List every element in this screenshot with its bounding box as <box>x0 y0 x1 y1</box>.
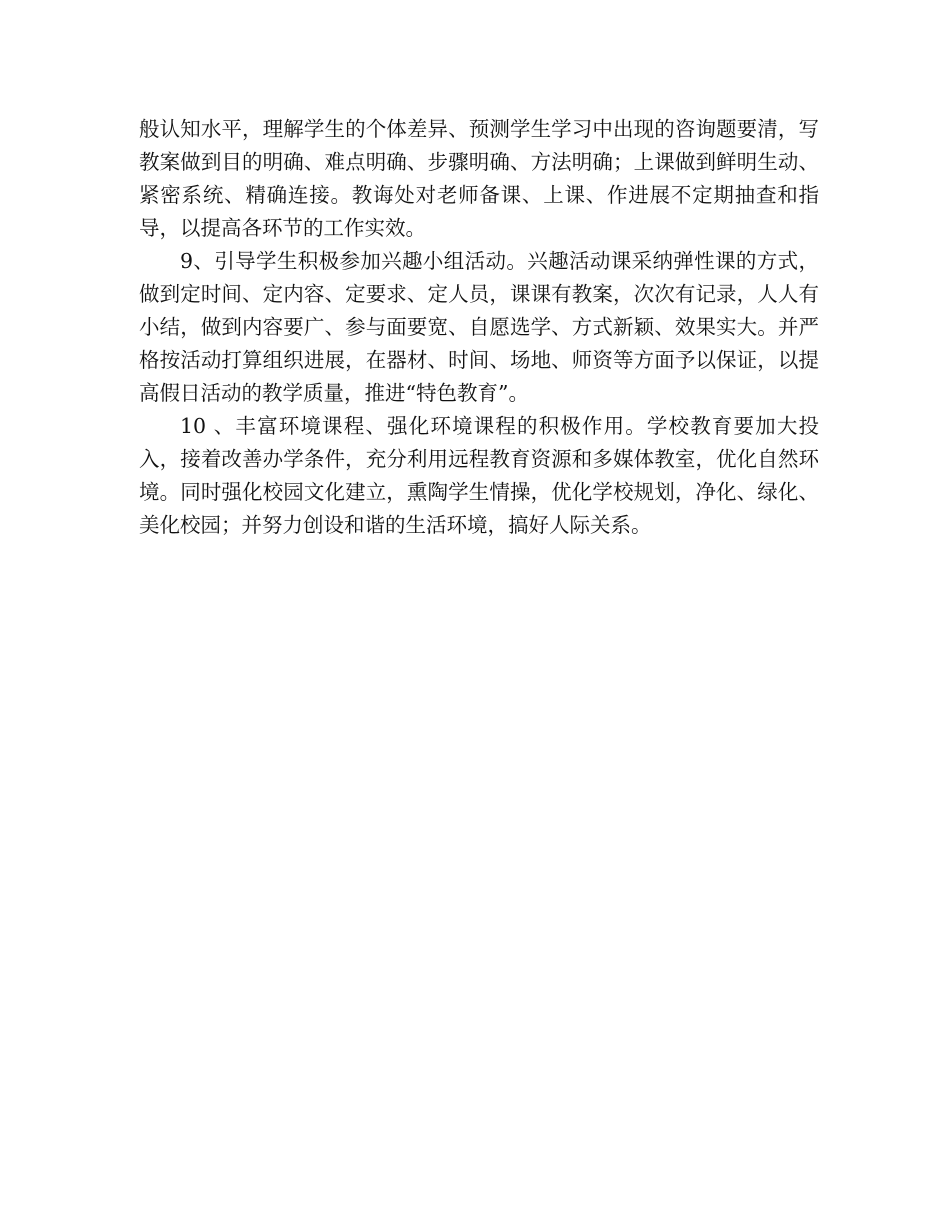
paragraph-continued: 般认知水平，理解学生的个体差异、预测学生学习中出现的咨询题要清，写教案做到目的明确、难点明确、步骤明确、方法明确；上课做到鲜明生动、紧密系统、精确连接。教诲处对老师备课、上课、作进展不定期抽查和指导，以提高各环节的工作实效。 <box>139 117 819 240</box>
paragraph-item-9: 9、引导学生积极参加兴趣小组活动。兴趣活动课采纳弹性课的方式，做到定时间、定内容、定要求、定人员，课课有教案，次次有记录，人人有小结，做到内容要广、参与面要宽、自愿选学、方式新颖、效果实大。并严格按活动打算组织进展，在器材、时间、场地、师资等方面予以保证，以提高假日活动的教学质量，推进“特色教育”。 <box>139 249 819 405</box>
paragraph-item-10: 10 、丰富环境课程、强化环境课程的积极作用。学校教育要加大投入，接着改善办学条件，充分利用远程教育资源和多媒体教室，优化自然环境。同时强化校园文化建立，熏陶学生情操，优化学校规划，净化、绿化、美化校园；并努力创设和谐的生活环境，搞好人际关系。 <box>139 414 819 537</box>
document-body <box>139 113 819 542</box>
